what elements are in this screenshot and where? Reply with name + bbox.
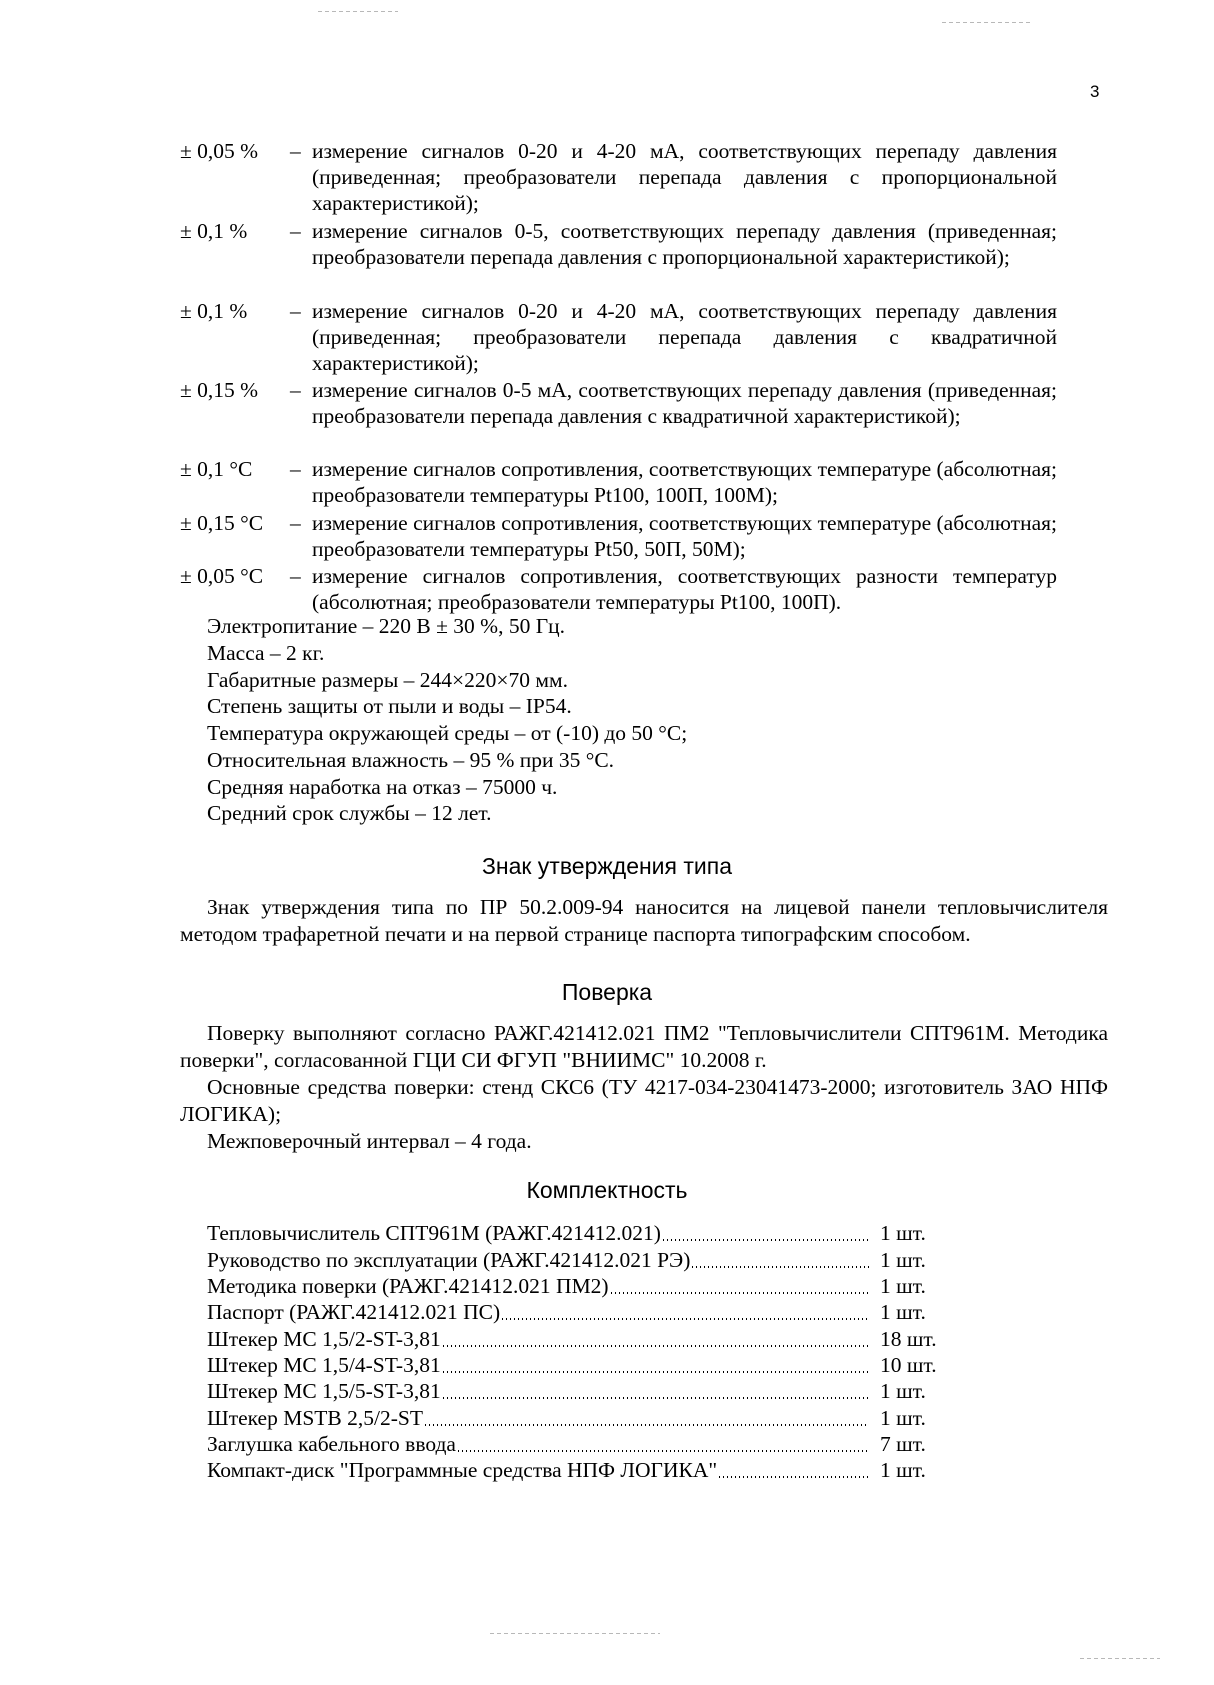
scan-artifact [942,22,1032,23]
mark-paragraph: Знак утверждения типа по ПР 50.2.009-94 наносится на лицевой панели тепловычислителя методом трафаретной печати и на первой странице паспорта типографским способом. [180,895,1108,946]
kit-item-name: Заглушка кабельного ввода [207,1432,456,1456]
section-heading-mark: Знак утверждения типа [481,853,733,879]
tolerance-item [180,510,1180,562]
tolerance-text: измерение сигналов 0-20 и 4-20 мА, соответствующих перепаду давления (приведенная; преобразователи перепада давления с пропорциональной характеристикой); [312,139,1057,215]
spec-line: Средний срок службы – 12 лет. [207,801,492,825]
tolerance-item [180,456,1180,508]
tolerance-item [180,563,1180,615]
kit-item [207,1352,947,1379]
kit-item [207,1247,947,1274]
kit-item-qty: 1 шт. [880,1248,926,1272]
leader-dots [443,1345,869,1347]
dash: – [290,299,301,323]
dash: – [290,457,301,481]
kit-item [207,1431,947,1458]
kit-item [207,1405,947,1432]
kit-item-qty: 1 шт. [880,1379,926,1403]
tolerance-text: измерение сигналов сопротивления, соответствующих температуре (абсолютная; преобразователи температуры Pt50, 50П, 50М); [312,511,1057,561]
spec-line: Масса – 2 кг. [207,641,325,665]
spec-line: Температура окружающей среды – от (-10) до 50 °C; [207,721,688,745]
kit-item-qty: 1 шт. [880,1221,926,1245]
dash: – [290,564,301,588]
spec-line: Степень защиты от пыли и воды – IP54. [207,694,572,718]
kit-item-name: Методика поверки (РАЖГ.421412.021 ПМ2) [207,1274,609,1298]
dash: – [290,378,301,402]
spec-line: Электропитание – 220 В ± 30 %, 50 Гц. [207,614,566,638]
kit-item-qty: 7 шт. [880,1432,926,1456]
kit-item [207,1326,947,1353]
section-heading-verification: Поверка [561,979,653,1005]
spec-line: Относительная влажность – 95 % при 35 °C. [207,748,615,772]
kit-item [207,1378,947,1405]
tolerance-text: измерение сигналов 0-5, соответствующих перепаду давления (приведенная; преобразователи перепада давления с пропорциональной характеристикой); [312,219,1057,269]
kit-item-name: Штекер МС 1,5/5-ST-3,81 [207,1379,441,1403]
kit-item-name: Штекер МС 1,5/4-ST-3,81 [207,1353,441,1377]
verification-paragraph: Межповерочный интервал – 4 года. [207,1129,532,1153]
verification-paragraph: Поверку выполняют согласно РАЖГ.421412.021 ПМ2 "Тепловычислители СПТ961М. Методика поверки", согласованной ГЦИ СИ ФГУП "ВНИИМС" 10.2008 г. [180,1021,1108,1072]
kit-item [207,1457,947,1484]
tolerance-value: ± 0,1 % [180,299,248,323]
kit-item-qty: 1 шт. [880,1406,926,1430]
verification-paragraph: Основные средства поверки: стенд СКС6 (ТУ 4217-034-23041473-2000; изготовитель ЗАО НПФ ЛОГИКА); [180,1075,1108,1126]
tolerance-item [180,377,1180,429]
tolerance-text: измерение сигналов 0-20 и 4-20 мА, соответствующих перепаду давления (приведенная; преобразователи перепада давления с квадратичной характеристикой); [312,299,1057,375]
kit-item [207,1220,947,1247]
spec-line: Средняя наработка на отказ – 75000 ч. [207,775,558,799]
page-number: 3 [1090,82,1100,101]
kit-item-name: Штекер МС 1,5/2-ST-3,81 [207,1327,441,1351]
leader-dots [443,1397,869,1399]
dash: – [290,139,301,163]
leader-dots [692,1266,869,1268]
tolerance-text: измерение сигналов 0-5 мА, соответствующих перепаду давления (приведенная; преобразователи перепада давления с квадратичной характеристикой); [312,378,1057,428]
dash: – [290,511,301,535]
tolerance-value: ± 0,15 % [180,378,259,402]
tolerance-text: измерение сигналов сопротивления, соответствующих температуре (абсолютная; преобразователи температуры Pt100, 100П, 100М); [312,457,1057,507]
kit-item-name: Компакт-диск "Программные средства НПФ ЛОГИКА" [207,1458,718,1482]
scan-artifact [1080,1658,1160,1659]
kit-item-qty: 1 шт. [880,1300,926,1324]
tolerance-item [180,138,1180,216]
leader-dots [719,1476,869,1478]
kit-item-name: Паспорт (РАЖГ.421412.021 ПС) [207,1300,501,1324]
kit-item-name: Штекер MSTB 2,5/2-ST [207,1406,423,1430]
tolerance-value: ± 0,1 % [180,219,248,243]
spec-line: Габаритные размеры – 244×220×70 мм. [207,668,568,692]
tolerance-item [180,218,1180,270]
leader-dots [443,1371,869,1373]
scan-artifact [318,11,398,12]
kit-item-qty: 1 шт. [880,1274,926,1298]
leader-dots [458,1450,869,1452]
kit-item-name: Руководство по эксплуатации (РАЖГ.421412.021 РЭ) [207,1248,691,1272]
section-heading-kit: Комплектность [526,1177,688,1203]
kit-item-qty: 10 шт. [880,1353,937,1377]
tolerance-value: ± 0,05 °C [180,564,264,588]
tolerance-text: измерение сигналов сопротивления, соответствующих разности температур (абсолютная; преобразователи температуры Pt100, 100П). [312,564,1057,614]
kit-item [207,1273,947,1300]
kit-item-qty: 18 шт. [880,1327,937,1351]
scan-artifact [490,1633,660,1634]
kit-item [207,1299,947,1326]
kit-item-qty: 1 шт. [880,1458,926,1482]
kit-item-name: Тепловычислитель СПТ961М (РАЖГ.421412.021) [207,1221,661,1245]
leader-dots [611,1292,869,1294]
leader-dots [425,1424,869,1426]
leader-dots [502,1318,869,1320]
tolerance-item [180,298,1180,376]
tolerance-value: ± 0,05 % [180,139,259,163]
tolerance-value: ± 0,15 °C [180,511,264,535]
tolerance-value: ± 0,1 °C [180,457,253,481]
leader-dots [663,1239,869,1241]
dash: – [290,219,301,243]
